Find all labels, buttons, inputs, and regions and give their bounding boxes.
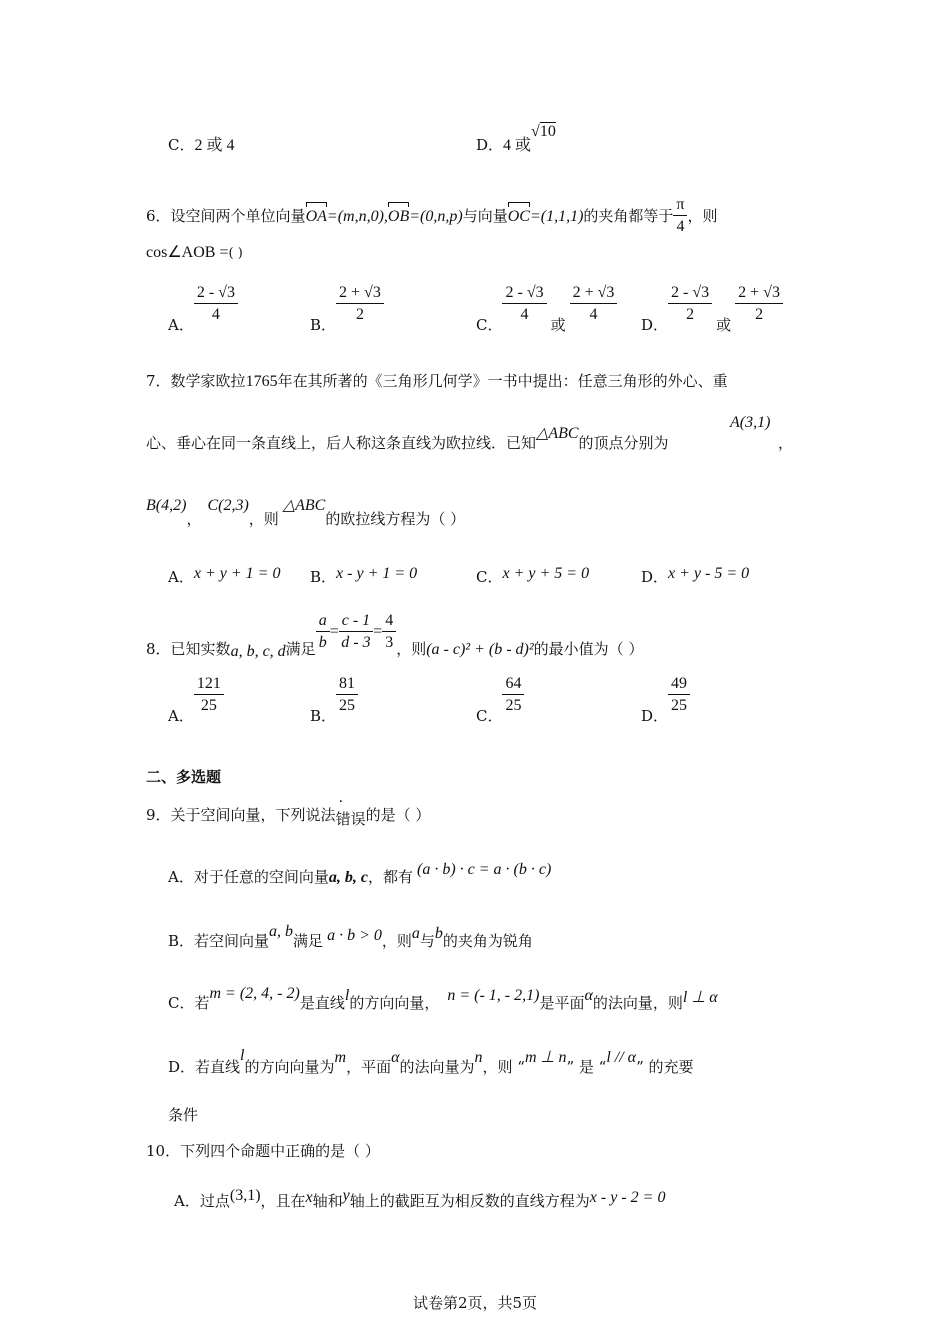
q7-option-a: A．x + y + 1 = 0	[168, 565, 281, 586]
q10-stem: 10．下列四个命题中正确的是（ ）	[146, 1142, 380, 1160]
q6-option-a: A． $\frac{2 - √3}{4}$	[168, 284, 238, 324]
q7-stem-line3: B(4,2)，C(2,3)，则△ABC的欧拉线方程为（ ）	[146, 497, 466, 528]
q9-option-d: D．若直线l的方向向量为m，平面α的法向量为n，则 “m ⊥ n” 是 “l // α” 的充要	[168, 1047, 694, 1076]
q7-option-c: C．x + y + 5 = 0	[476, 565, 590, 586]
q7-stem-line1: 7．数学家欧拉1765年在其所著的《三角形几何学》一书中提出：任意三角形的外心、重	[146, 372, 728, 390]
q7-option-d: D．x + y - 5 = 0	[641, 565, 750, 586]
q5-option-d: D．4 或√10	[476, 123, 556, 154]
page-footer: 试卷第2页，共5页	[412, 1294, 538, 1312]
q8-option-d: D． $\frac{49}{25}$	[641, 675, 690, 715]
q6-stem: 6．设空间两个单位向量OA=(m,n,0),OB=(0,n,p)与向量OC=(1,1,1)的夹角都等于 $\frac{\pi}{4}$ ，则	[146, 196, 718, 235]
sqrt-symbol: √10	[531, 123, 556, 140]
q8-option-b: B． $\frac{81}{25}$	[310, 675, 358, 715]
q7-comma: ，	[778, 434, 794, 452]
q8-option-c: C． $\frac{64}{25}$	[476, 675, 524, 715]
q7-stem-line2: 心、垂心在同一条直线上，后人称这条直线为欧拉线．已知△ABC的顶点分别为	[146, 425, 669, 452]
q8-stem: 8．已知实数a, b, c, d满足 $\frac{a}{b}$ = $\frac{c - 1}{d - 3}$ = $\frac{4}{3}$ ，则(a - c)² + (b - d)²的最小值为（ ）	[146, 612, 644, 660]
q9-stem: 9．关于空间向量，下列说法错误的是（ ）	[146, 806, 431, 828]
q5-option-c: C．2 或 4	[168, 136, 235, 154]
q9-option-b: B．若空间向量a, b满足 a · b > 0，则a与b的夹角为锐角	[168, 923, 533, 950]
q6-option-d: D． $\frac{2 - √3}{2}$ 或 $\frac{2 + √3}{2}$	[641, 284, 783, 324]
section-title: 二、多选题	[146, 768, 222, 786]
q7-option-b: B．x - y + 1 = 0	[310, 565, 418, 586]
q6-option-c: C． $\frac{2 - √3}{4}$ 或 $\frac{2 + √3}{4}$	[476, 284, 617, 324]
emphasis-word: 错误	[335, 810, 366, 828]
q7-point-a: A(3,1)	[730, 414, 771, 431]
fraction-pi-over-4: $\frac{\pi}{4}$	[673, 196, 687, 236]
q10-option-a: A．过点(3,1)，且在x轴和y轴上的截距互为相反数的直线方程为x - y - 2 = 0	[174, 1187, 666, 1210]
q8-option-a: A． $\frac{121}{25}$	[168, 675, 224, 715]
q6-stem-line2: cos∠AOB =( )	[146, 244, 243, 261]
q9-option-a: A．对于任意的空间向量a, b, c，都有 (a · b) · c = a · (b · c)	[168, 861, 552, 886]
q9-option-c: C．若m = (2, 4, - 2)是直线l的方向向量， n = (- 1, - 2,1)是平面α的法向量，则l ⊥ α	[168, 985, 718, 1012]
q6-option-b: B． $\frac{2 + √3}{2}$	[310, 284, 384, 324]
q9-option-d-line2: 条件	[168, 1106, 199, 1124]
